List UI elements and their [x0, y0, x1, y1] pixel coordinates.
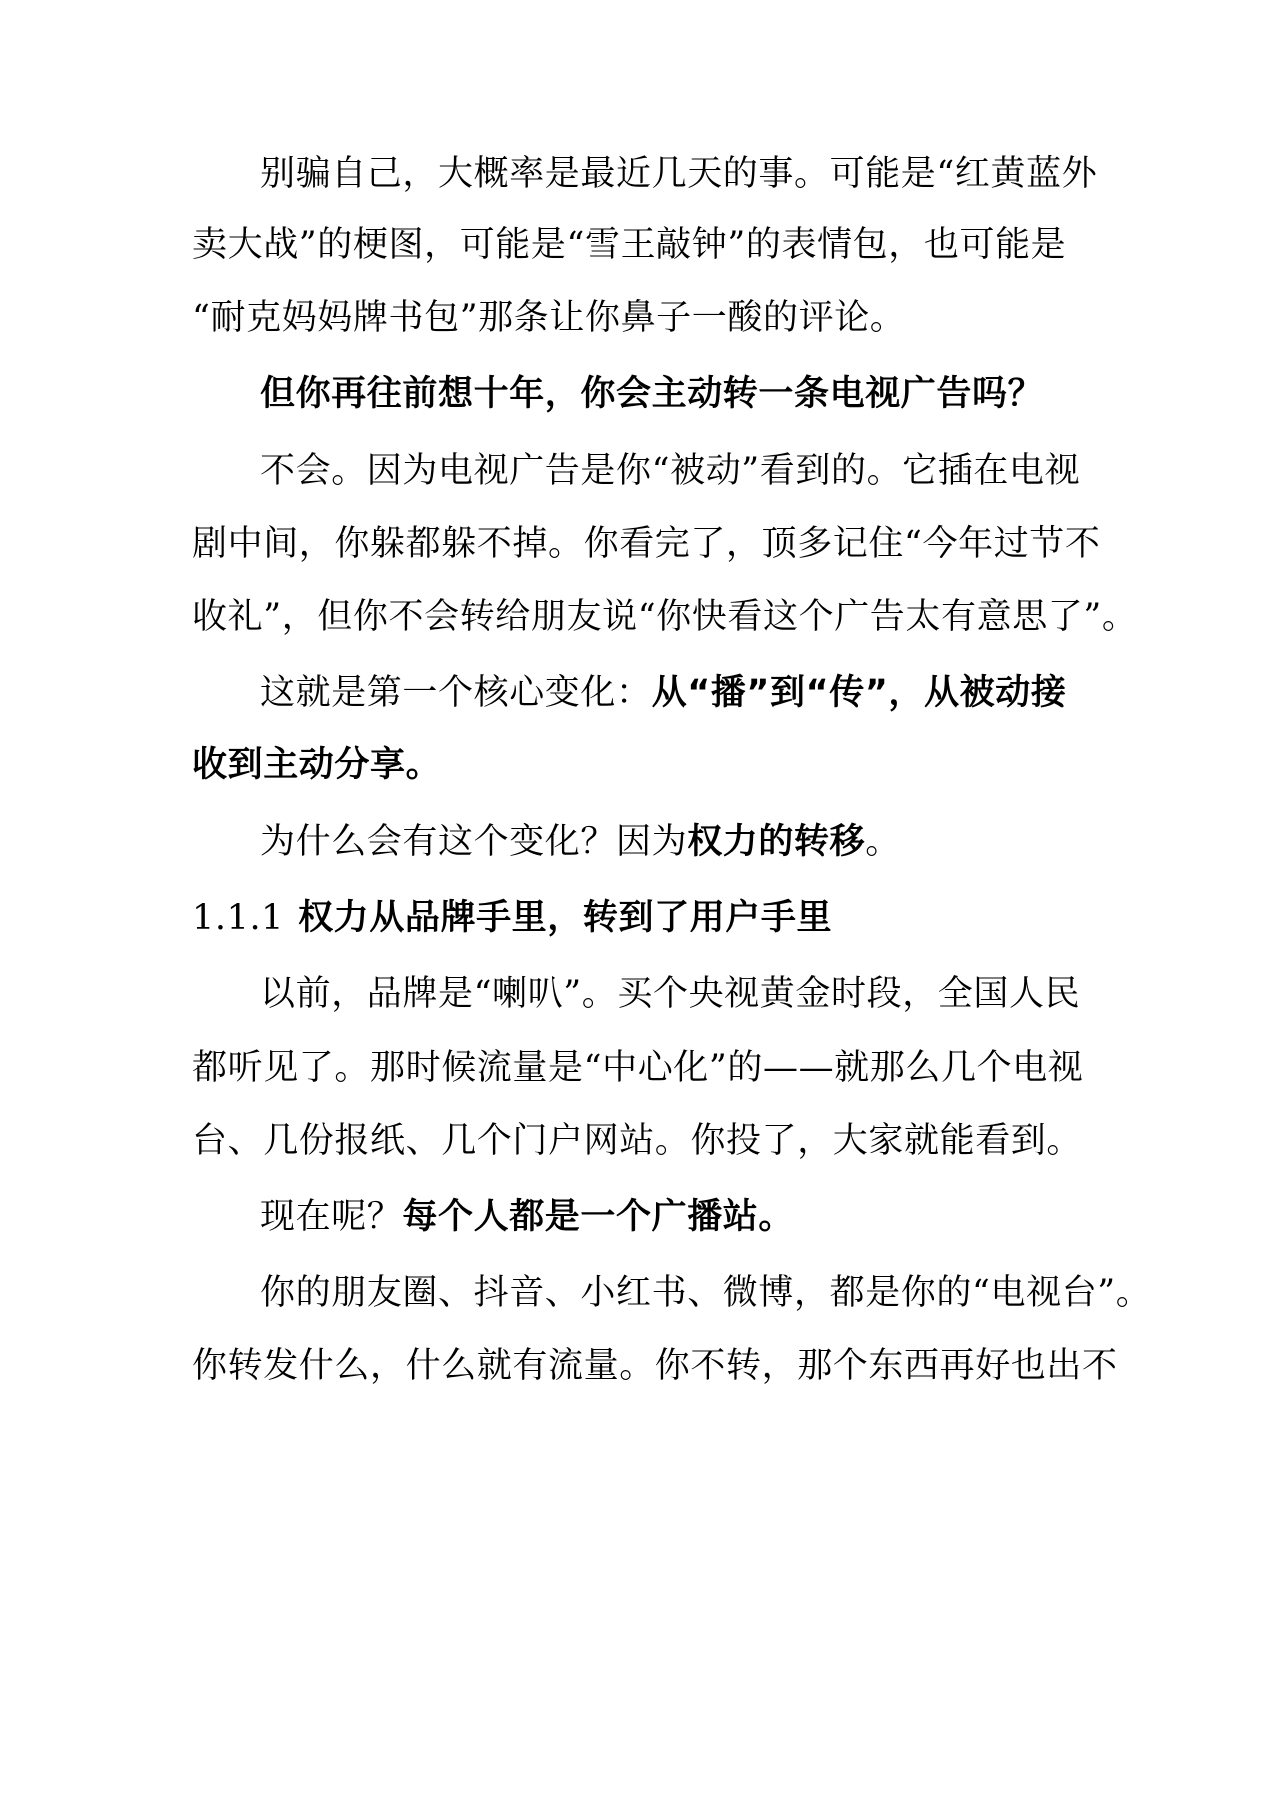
paragraph-7-line-1	[260, 1195, 794, 1239]
paragraph-3-line-2: 剧中间，你躲都躲不掉。你看完了，顶多记住“今年过节不	[192, 524, 1101, 564]
paragraph-4-bold-text: 从“播”到“传”，从被动接	[651, 673, 1067, 713]
paragraph-5-bold-text: 权力的转移	[687, 822, 866, 862]
paragraph-7-normal-text: 现在呢？	[260, 1197, 403, 1237]
paragraph-5-normal-text: 为什么会有这个变化？因为	[260, 822, 688, 862]
paragraph-3-line-3: 收礼”，但你不会转给朋友说“你快看这个广告太有意思了”。	[192, 597, 1138, 637]
paragraph-4-line-1	[260, 671, 1066, 715]
paragraph-4-line-2: 收到主动分享。	[192, 745, 442, 785]
paragraph-1-line-1: 别骗自己，大概率是最近几天的事。可能是“红黄蓝外	[260, 154, 1098, 194]
paragraph-6-line-1: 以前，品牌是“喇叭”。买个央视黄金时段，全国人民	[260, 974, 1081, 1014]
paragraph-6-line-3: 台、几份报纸、几个门户网站。你投了，大家就能看到。	[192, 1121, 1083, 1161]
paragraph-5-end-text: 。	[865, 822, 901, 862]
paragraph-7-bold-text: 每个人都是一个广播站。	[402, 1197, 795, 1237]
paragraph-8-line-2: 你转发什么，什么就有流量。你不转，那个东西再好也出不	[192, 1346, 1118, 1386]
paragraph-4-normal-text: 这就是第一个核心变化：	[260, 673, 652, 713]
paragraph-1-line-2: 卖大战”的梗图，可能是“雪王敲钟”的表情包，也可能是	[192, 225, 1067, 265]
section-number: 1.1.1	[192, 898, 285, 938]
paragraph-8-line-1: 你的朋友圈、抖音、小红书、微博，都是你的“电视台”。	[260, 1273, 1152, 1313]
paragraph-2-bold: 但你再往前想十年，你会主动转一条电视广告吗？	[260, 374, 1044, 414]
paragraph-6-line-2: 都听见了。那时候流量是“中心化”的——就那么几个电视	[192, 1048, 1084, 1088]
paragraph-3-line-1: 不会。因为电视广告是你“被动”看到的。它插在电视	[260, 451, 1081, 491]
paragraph-5-line-1	[260, 820, 901, 864]
section-title: 权力从品牌手里，转到了用户手里	[298, 898, 833, 938]
section-heading	[192, 896, 832, 940]
paragraph-1-line-3: “耐克妈妈牌书包”那条让你鼻子一酸的评论。	[192, 298, 906, 338]
